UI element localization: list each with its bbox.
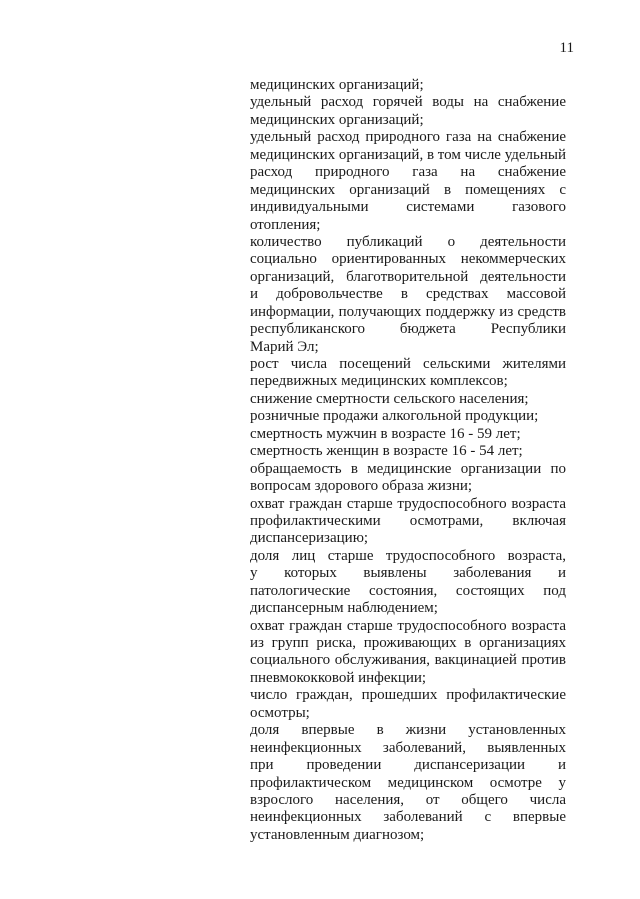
text-line: охват граждан старше трудоспособного возраста — [250, 617, 566, 634]
text-line: медицинских организаций в помещениях с — [250, 181, 566, 198]
text-line: профилактическими осмотрами, включая — [250, 512, 566, 529]
text-line: количество публикаций о деятельности — [250, 233, 566, 250]
text-line: взрослого населения, от общего числа — [250, 791, 566, 808]
text-line: осмотры; — [250, 704, 310, 721]
text-line: патологические состояния, состоящих под — [250, 582, 566, 599]
text-line: диспансерным наблюдением; — [250, 600, 438, 617]
text-line: отопления; — [250, 216, 321, 233]
text-line: число граждан, прошедших профилактические — [250, 687, 566, 704]
text-line: пневмококковой инфекции; — [250, 669, 427, 686]
text-line: индивидуальными системами газового — [250, 199, 566, 216]
text-line: профилактическом медицинском осмотре у — [250, 774, 566, 791]
text-line: социально ориентированных некоммерческих — [250, 251, 566, 268]
text-line: расход природного газа на снабжение — [250, 164, 566, 181]
text-line: охват граждан старше трудоспособного возраста — [250, 495, 566, 512]
text-line: неинфекционных заболеваний, выявленных — [250, 739, 566, 756]
text-line: удельный расход природного газа на снабжение — [250, 129, 566, 146]
text-line: при проведении диспансеризации и — [250, 757, 566, 774]
text-line: передвижных медицинских комплексов; — [250, 373, 508, 390]
text-line: вопросам здорового образа жизни; — [250, 478, 473, 495]
text-line: из групп риска, проживающих в организациях — [250, 635, 566, 651]
page-number: 11 — [559, 40, 574, 56]
text-line: установленным диагнозом; — [250, 826, 425, 843]
text-line: республиканского бюджета Республики — [250, 321, 566, 338]
text-line: снижение смертности сельского населения; — [250, 390, 529, 407]
text-line: неинфекционных заболеваний с впервые — [250, 809, 566, 826]
document-body — [250, 77, 566, 844]
text-line: обращаемость в медицинские организации по — [250, 460, 566, 477]
text-line: Марий Эл; — [250, 338, 319, 355]
text-line: и добровольчестве в средствах массовой — [250, 286, 566, 303]
text-line: смертность мужчин в возрасте 16 - 59 лет; — [250, 425, 521, 442]
text-line: доля лиц старше трудоспособного возраста, — [250, 547, 566, 564]
text-line: медицинских организаций; — [250, 111, 424, 128]
text-line: у которых выявлены заболевания и — [250, 565, 566, 582]
text-line: смертность женщин в возрасте 16 - 54 лет; — [250, 443, 523, 460]
text-line: медицинских организаций, в том числе удельный — [250, 146, 567, 163]
text-line: розничные продажи алкогольной продукции; — [250, 408, 539, 425]
text-line: доля впервые в жизни установленных — [250, 722, 566, 739]
text-line: рост числа посещений сельскими жителями — [250, 356, 566, 372]
text-line: информации, получающих поддержку из средств — [250, 303, 566, 320]
text-line: удельный расход горячей воды на снабжение — [250, 94, 566, 111]
text-line: организаций, благотворительной деятельности — [250, 268, 566, 285]
text-line: диспансеризацию; — [250, 530, 369, 547]
text-line: социального обслуживания, вакцинацией против — [250, 652, 566, 669]
text-line: медицинских организаций; — [250, 77, 424, 93]
